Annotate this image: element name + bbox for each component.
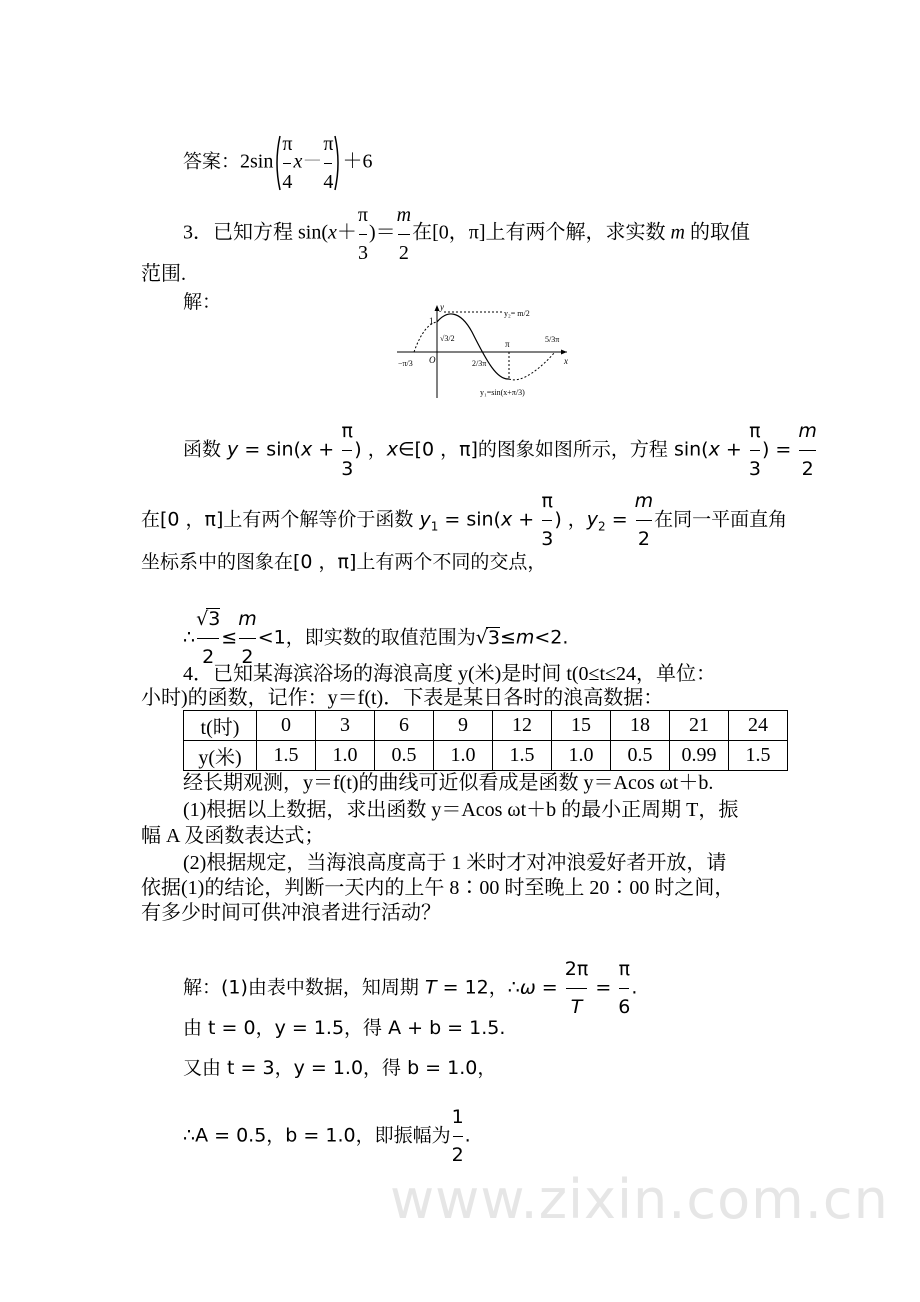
table-cell: 1.5 xyxy=(493,741,552,771)
table-cell: y(米) xyxy=(184,741,257,771)
table-cell: 12 xyxy=(493,711,552,741)
question-4-line1: 4．已知某海滨浴场的海浪高度 y(米)是时间 t(0≤t≤24，单位： xyxy=(183,663,717,685)
text: <2. xyxy=(534,626,569,649)
text: π xyxy=(357,204,368,226)
x-label: x xyxy=(564,356,568,366)
text: 3．已知方程 sin( xyxy=(183,221,328,244)
text: ) = xyxy=(761,438,798,461)
five-thirds-pi-label: 5/3π xyxy=(545,335,560,344)
answer-line xyxy=(183,135,372,191)
text: = 12，∴ xyxy=(436,976,520,999)
text: y xyxy=(586,508,599,531)
text: 函数 xyxy=(183,438,228,461)
text: 2 xyxy=(241,646,254,668)
table-cell: 1.0 xyxy=(434,741,493,771)
text: . xyxy=(631,976,638,999)
table-cell: 0.5 xyxy=(375,741,434,771)
question-3-line2: 范围. xyxy=(141,263,186,285)
text: 4 xyxy=(323,171,334,193)
answer-suffix: ＋6 xyxy=(342,150,373,173)
text: + xyxy=(312,438,341,461)
question-4-part2: (2)根据规定，当海浪高度高于 1 米时才对冲浪爱好者开放，请 xyxy=(183,852,727,874)
text: 2 xyxy=(801,458,814,480)
table-cell: 0.5 xyxy=(611,741,670,771)
text: 2 xyxy=(637,528,650,550)
text: T xyxy=(570,996,583,1018)
text: + xyxy=(719,438,748,461)
text: 3 xyxy=(487,626,500,649)
text: ＋ xyxy=(336,221,357,244)
solution-3-line2 xyxy=(141,490,788,550)
dashed-curve-left xyxy=(414,322,437,352)
text: 在[0，π]上有两个解，求实数 xyxy=(412,221,671,244)
fraction xyxy=(323,133,334,193)
text: 的取值 xyxy=(685,221,750,244)
two-thirds-pi-label: 2/3π xyxy=(472,359,487,368)
text: x xyxy=(300,438,313,461)
text: π xyxy=(541,490,553,512)
fraction xyxy=(564,958,589,1018)
text: ω xyxy=(519,976,536,999)
solve-label: 解： xyxy=(183,291,222,313)
question-3 xyxy=(183,204,750,264)
text: = sin( xyxy=(238,438,301,461)
question-4-part1-cont: 幅 A 及函数表达式； xyxy=(141,825,325,847)
text: ∴A = 0.5，b = 1.0，即振幅为 xyxy=(183,1124,451,1147)
text: ) ， xyxy=(554,508,587,531)
text: y xyxy=(227,438,239,461)
text: ∈[0 ，π]的图象如图所示，方程 sin( xyxy=(397,438,709,461)
text: 在[0 ，π]上有两个解等价于函数 xyxy=(141,508,420,531)
text: 4 xyxy=(282,171,293,193)
x-axis-arrow xyxy=(561,350,567,355)
text: T xyxy=(424,976,437,999)
fraction xyxy=(238,608,257,668)
minus: － xyxy=(302,150,323,173)
table-row xyxy=(184,711,788,741)
fraction xyxy=(798,420,817,480)
text: 2 xyxy=(598,519,606,534)
text: π xyxy=(323,133,334,155)
table-cell: 21 xyxy=(670,711,729,741)
question-4-line3: 经长期观测，y＝f(t)的曲线可近似看成是函数 y＝Acos ωt＋b. xyxy=(183,772,714,794)
origin-label: O xyxy=(429,355,436,365)
fraction xyxy=(396,204,412,264)
solid-curve xyxy=(437,314,509,379)
solution-3-line1 xyxy=(183,420,818,480)
table-cell: 6 xyxy=(375,711,434,741)
pi-label: π xyxy=(505,339,510,349)
question-4-part2-cont: 依据(1)的结论，判断一天内的上午 8∶00 时至晚上 20∶00 时之间， xyxy=(141,877,735,899)
fraction xyxy=(634,490,654,550)
text: 6 xyxy=(618,996,631,1018)
text: m xyxy=(670,221,685,244)
text: ≤ xyxy=(499,626,516,649)
text: π xyxy=(749,420,761,442)
text: . xyxy=(464,1124,471,1147)
table-cell: 15 xyxy=(552,711,611,741)
text: π xyxy=(341,420,353,442)
text: π xyxy=(618,958,631,980)
table-cell: 3 xyxy=(316,711,375,741)
fraction xyxy=(451,1106,464,1166)
paren-left xyxy=(273,135,281,191)
text: x xyxy=(500,508,513,531)
watermark: www.zixin.com.cn xyxy=(390,1168,889,1231)
solution-4-line3: 又由 t = 3，y = 1.0，得 b = 1.0， xyxy=(183,1057,497,1079)
text: = xyxy=(589,976,618,999)
fraction xyxy=(357,204,368,264)
text: x xyxy=(708,438,720,461)
solution-4-line4 xyxy=(183,1106,471,1166)
solution-3-line4: ∴ $\frac{√3}{2}$ ≤ $\frac{m}{2}$ <1，即实数的取值范围为√3≤m<2. xyxy=(183,608,569,668)
table-cell: 1.0 xyxy=(316,741,375,771)
table-cell: 1.5 xyxy=(257,741,316,771)
solution-4-line2: 由 t = 0，y = 1.5，得 A + b = 1.5. xyxy=(183,1017,506,1039)
text: 在同一平面直角 xyxy=(654,508,788,531)
neg-pi-3-label: −π/3 xyxy=(398,359,413,368)
text: x xyxy=(386,438,398,461)
text: 1 xyxy=(430,519,439,534)
text: 2 xyxy=(202,646,215,668)
fraction xyxy=(282,133,293,193)
answer-sin: 2sin xyxy=(240,150,274,173)
text: + xyxy=(512,508,541,531)
sqrt3-over-2-label: √3/2 xyxy=(440,334,455,343)
table-cell: 0.99 xyxy=(670,741,729,771)
text: 3 xyxy=(357,242,368,264)
solution-4-line1 xyxy=(183,958,638,1018)
text: = xyxy=(605,508,634,531)
text: ≤ xyxy=(221,626,238,649)
text: 2π xyxy=(564,958,589,980)
y1-label: y₁=sin(x+π/3) xyxy=(480,388,525,397)
fraction xyxy=(618,958,631,1018)
text: m xyxy=(396,204,412,226)
text: m xyxy=(238,608,257,630)
text: = sin( xyxy=(438,508,501,531)
question-4-line2: 小时)的函数，记作：y＝f(t)．下表是某日各时的浪高数据： xyxy=(141,687,664,709)
y-axis-arrow xyxy=(435,305,440,311)
table-row xyxy=(184,741,788,771)
y-label: y xyxy=(440,302,444,312)
text: 3 xyxy=(748,458,761,480)
question-4-part1: (1)根据以上数据，求出函数 y＝Acos ωt＋b 的最小正周期 T，振 xyxy=(183,799,739,821)
tick-1: 1 xyxy=(429,316,434,326)
var-x: x xyxy=(293,150,303,173)
text: 解：(1)由表中数据，知周期 xyxy=(183,976,425,999)
text: 1 xyxy=(451,1106,464,1128)
sine-graph xyxy=(392,302,592,402)
text: <1，即实数的取值范围为 xyxy=(257,626,476,649)
text: π xyxy=(282,133,293,155)
text: 3 xyxy=(208,608,221,630)
text: 2 xyxy=(451,1144,464,1166)
text: )＝ xyxy=(369,221,396,244)
y2-label: y₂= m/2 xyxy=(504,309,530,318)
question-4-part2-cont2: 有多少时间可供冲浪者进行活动？ xyxy=(141,902,441,924)
wave-height-table xyxy=(183,710,788,771)
answer-label: 答案： xyxy=(183,150,241,173)
fraction: $\frac{√3}{2}$ xyxy=(196,608,221,668)
text: = xyxy=(535,976,564,999)
text: y xyxy=(419,508,431,531)
text: 3 xyxy=(541,528,554,550)
table-cell: 18 xyxy=(611,711,670,741)
fraction xyxy=(748,420,761,480)
text: m xyxy=(798,420,817,442)
text: ) ， xyxy=(354,438,387,461)
table-cell: 24 xyxy=(729,711,788,741)
fraction xyxy=(541,490,554,550)
text: 2 xyxy=(398,242,409,264)
solution-3-line3: 坐标系中的图象在[0 ，π]上有两个不同的交点， xyxy=(141,551,547,573)
text: m xyxy=(515,626,535,649)
dashed-curve-right xyxy=(509,352,555,380)
table-cell: 9 xyxy=(434,711,493,741)
table-cell: 1.5 xyxy=(729,741,788,771)
fraction xyxy=(341,420,354,480)
table-cell: t(时) xyxy=(184,711,257,741)
text: x xyxy=(328,221,337,244)
text: 3 xyxy=(341,458,354,480)
text: ∴ xyxy=(183,626,196,649)
table-cell: 0 xyxy=(257,711,316,741)
table-cell: 1.0 xyxy=(552,741,611,771)
text: m xyxy=(634,490,654,512)
